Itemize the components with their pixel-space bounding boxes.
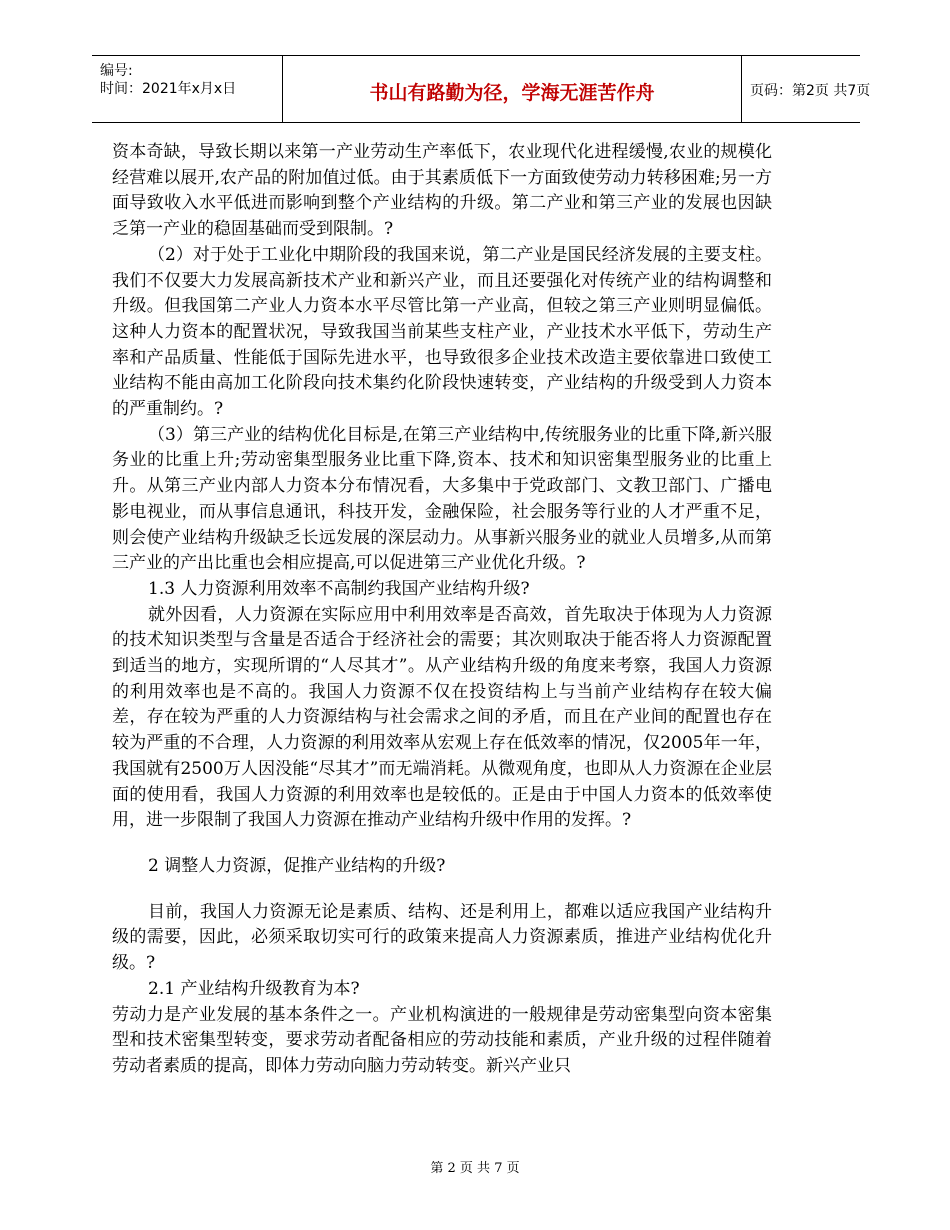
paragraph-secondary-industry: （2）对于处于工业化中期阶段的我国来说，第二产业是国民经济发展的主要支柱。我们不仅要大力发展高新技术产业和新兴产业，而且还要强化对传统产业的结构调整和升级。但我国第二产业人力资本水平尽管比第一产业高，但较之第三产业则明显偏低。这种人力资本的配置状况，导致我国当前某些支柱产业，产业技术水平低下，劳动生产率和产品质量、性能低于国际先进水平，也导致很多企业技术改造主要依靠进口致使工业结构不能由高加工化阶段向技术集约化阶段快速转变，产业结构的升级受到人力资本的严重制约。? — [112, 244, 772, 420]
section-heading-1-3: 1.3 人力资源利用效率不高制约我国产业结构升级? — [148, 578, 530, 599]
time-label: 时间：2021年x月x日 — [100, 81, 237, 97]
section-heading-2: 2 调整人力资源，促推产业结构的升级? — [148, 855, 446, 876]
paragraph-education: 劳动力是产业发展的基本条件之一。产业机构演进的一般规律是劳动密集型向资本密集型和技术密集型转变，要求劳动者配备相应的劳动技能和素质，产业升级的过程伴随着劳动者素质的提高，即体力劳动向脑力劳动转变。新兴产业只 — [112, 1004, 772, 1076]
paragraph-utilization: 就外因看，人力资源在实际应用中利用效率是否高效，首先取决于体现为人力资源的技术知识类型与含量是否适合于经济社会的需要；其次则取决于能否将人力资源配置到适当的地方，实现所谓的“人尽其才”。从产业结构升级的角度来考察，我国人力资源的利用效率也是不高的。我国人力资源不仅在投资结构上与当前产业结构存在较大偏差，存在较为严重的人力资源结构与社会需求之间的矛盾，而且在产业间的配置也存在较为严重的不合理，人力资源的利用效率从宏观上存在低效率的情况，仅2005年一年，我国就有2500万人因没能“尽其才”而无端消耗。从微观角度，也即从人力资源在企业层面的使用看，我国人力资源的利用效率也是较低的。正是由于中国人力资本的低效率使用，进一步限制了我国人力资源在推动产业结构升级中作用的发挥。? — [112, 604, 772, 831]
header-meta-cell — [92, 56, 282, 122]
page-header — [92, 55, 871, 123]
section-heading-2-1: 2.1 产业结构升级教育为本? — [148, 978, 360, 999]
paragraph-primary-industry: 资本奇缺，导致长期以来第一产业劳动生产率低下，农业现代化进程缓慢,农业的规模化经营难以展开,农产品的附加值过低。由于其素质低下一方面致使劳动力转移困难;另一方面导致收入水平低进而影响到整个产业结构的升级。第二产业和第三产业的发展也因缺乏第一产业的稳固基础而受到限制。? — [112, 142, 772, 240]
paragraph-adjust-intro: 目前，我国人力资源无论是素质、结构、还是利用上，都难以适应我国产业结构升级的需要，因此，必须采取切实可行的政策来提高人力资源素质，推进产业结构优化升级。? — [112, 901, 772, 974]
page-info: 页码：第2页 共7页 — [750, 83, 871, 99]
header-motto-cell — [282, 56, 742, 122]
page-footer: 第 2 页 共 7 页 — [430, 1161, 520, 1176]
document-body — [112, 140, 772, 1080]
motto-text: 书山有路勤为径，学海无涯苦作舟 — [369, 82, 655, 104]
paragraph-tertiary-industry: （3）第三产业的结构优化目标是,在第三产业结构中,传统服务业的比重下降,新兴服务业的比重上升;劳动密集型服务业比重下降,资本、技术和知识密集型服务业的比重上升。从第三产业内部人力资本分布情况看，大多集中于党政部门、文教卫部门、广播电影电视业，而从事信息通讯，科技开发，金融保险，社会服务等行业的人才严重不足，则会使产业结构升级缺乏长远发展的深层动力。从事新兴服务业的就业人员增多,从而第三产业的产出比重也会相应提高,可以促进第三产业优化升级。? — [112, 424, 772, 574]
header-page-cell — [742, 56, 871, 122]
serial-label: 编号: — [100, 63, 133, 79]
